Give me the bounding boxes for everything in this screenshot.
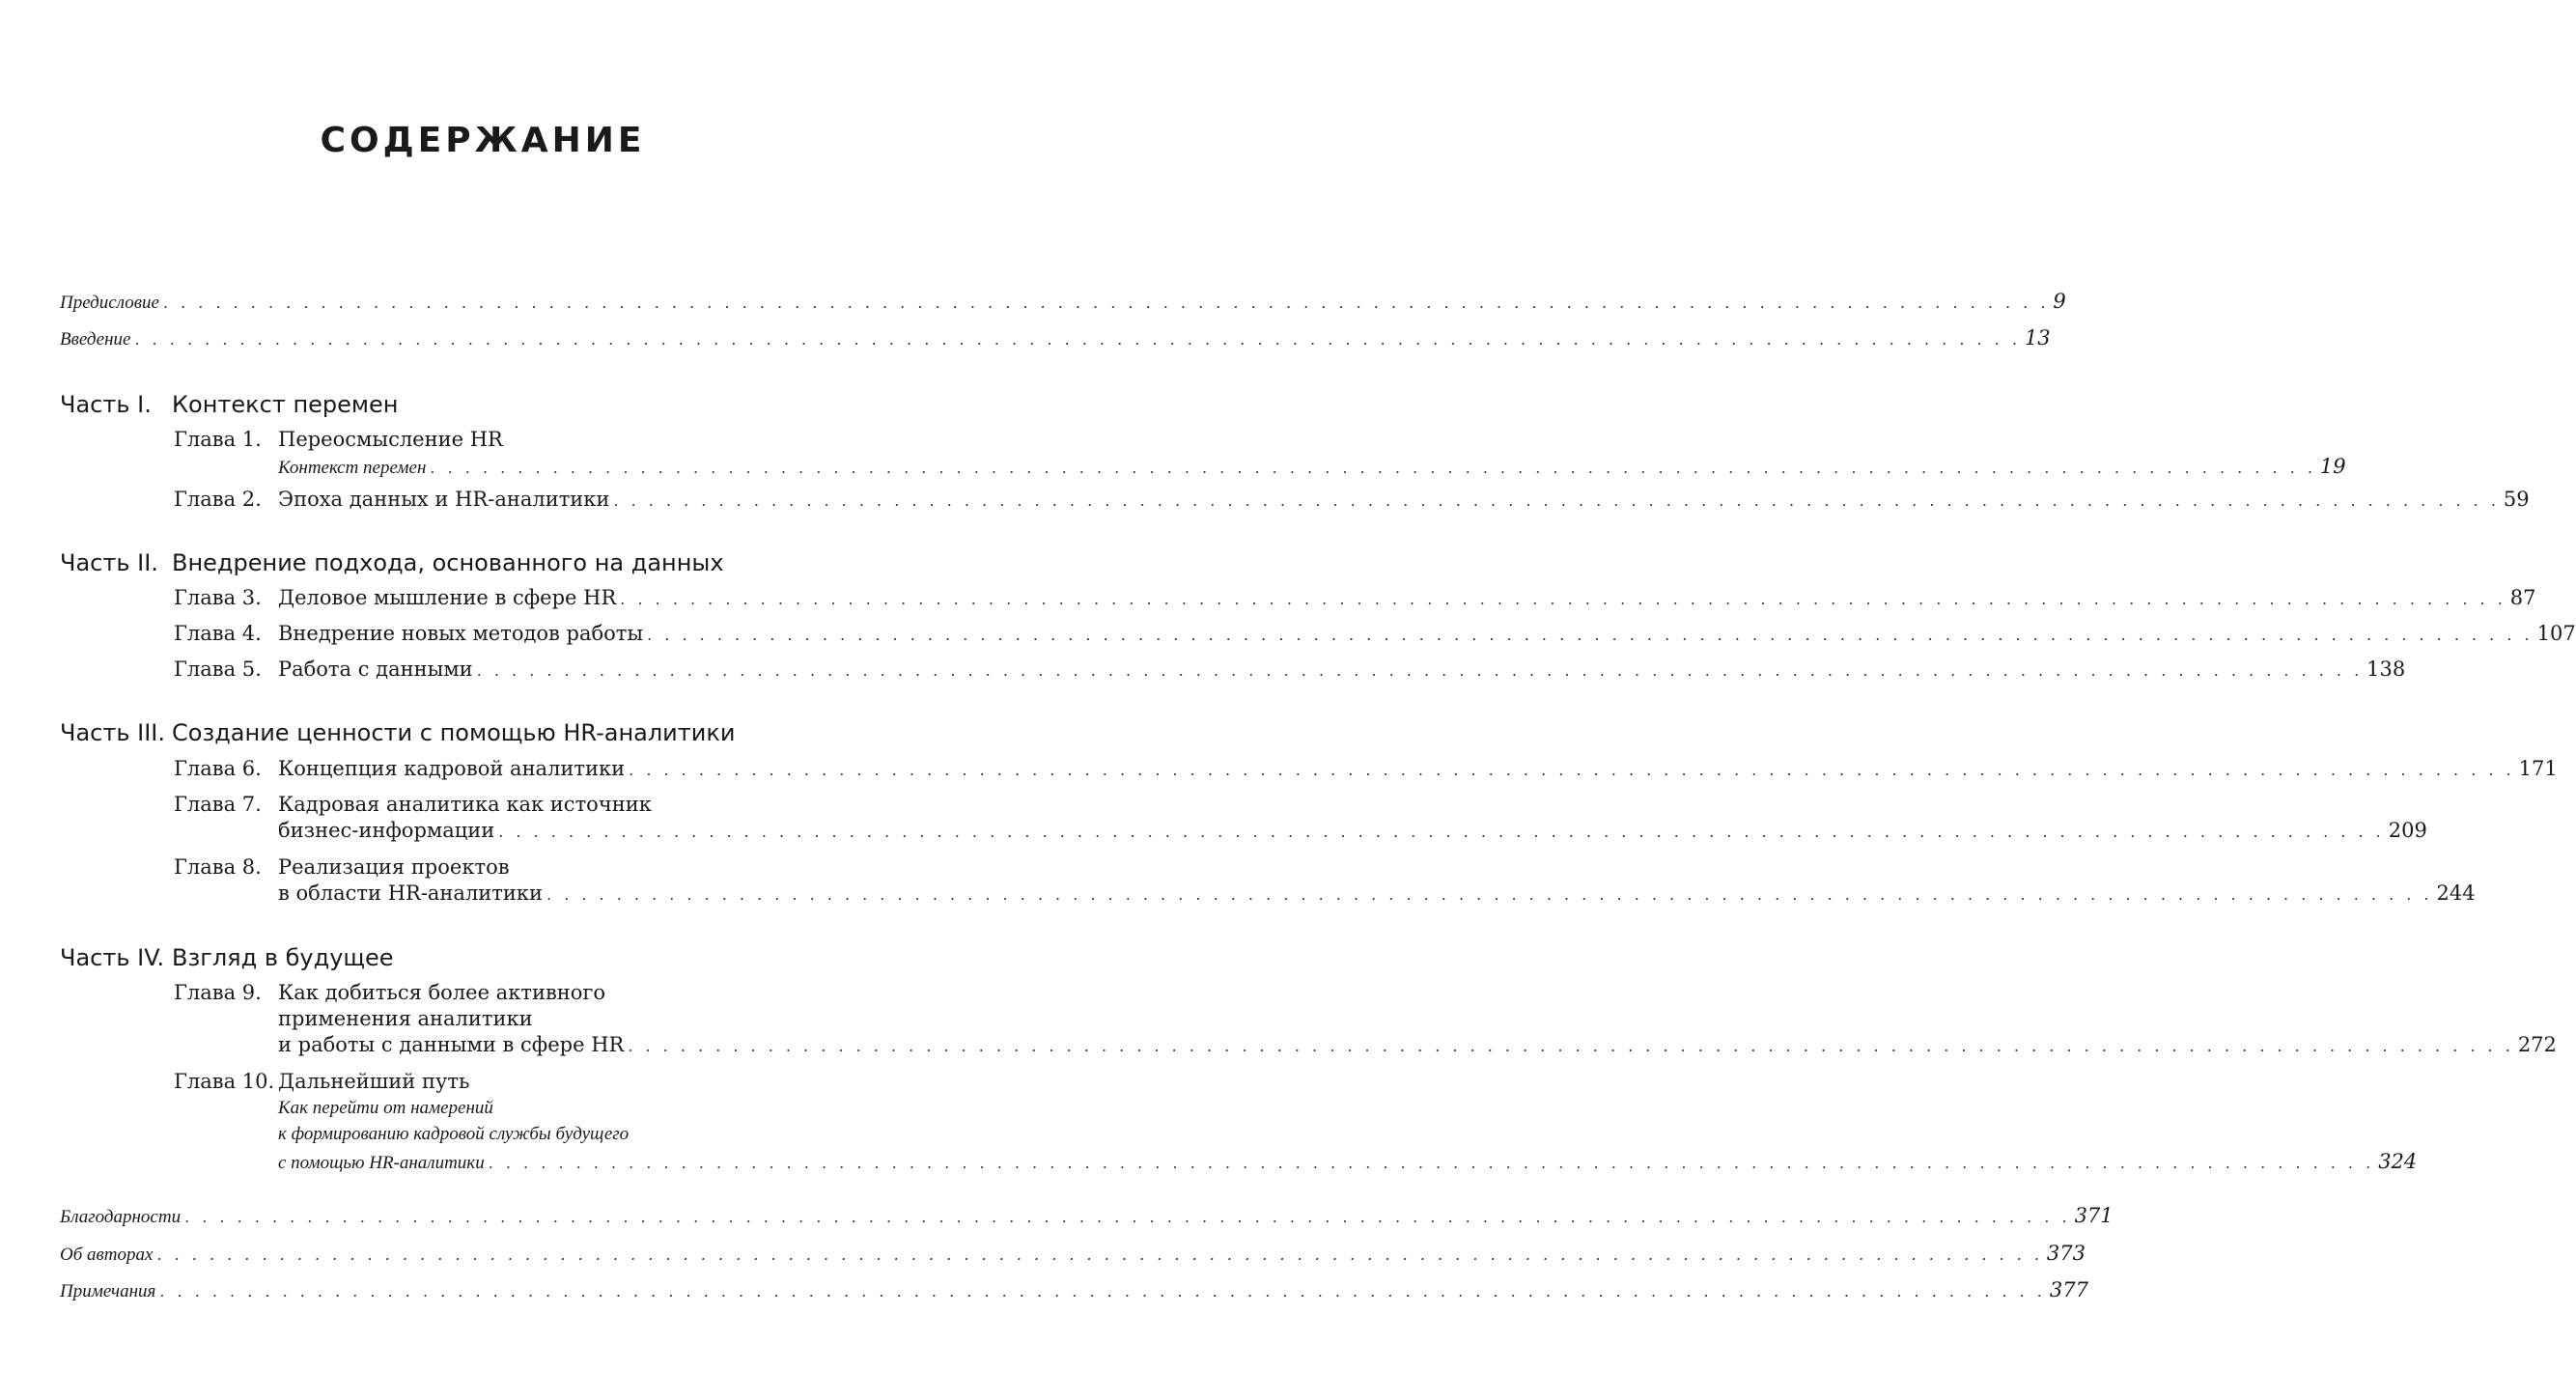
chapter-label: Глава 5.: [174, 658, 262, 681]
chapter-title: Внедрение новых методов работы: [278, 622, 644, 645]
chapter-label: Глава 10.: [174, 1070, 275, 1093]
leader-dots: . . . . . . . . . . . . . . . . . . . . . . . . . . . . . . . . . . . . . . . . . . . . . . . . . . . . . . . . . . . . . . . . . . . . . . . . . . . . . . . . . . . . . . . . . . . . . . . . . . . . . . . . . . . .: [620, 590, 2506, 608]
part-heading: [60, 719, 735, 746]
chapter-label: Глава 7.: [174, 793, 262, 816]
toc-entry-acknowledgements: [60, 1204, 2114, 1228]
page-number: 9: [2053, 290, 2066, 313]
chapter-label: Глава 1.: [174, 428, 262, 451]
chapter-title-row: [278, 586, 2536, 609]
page-number: 171: [2518, 757, 2558, 780]
page-number: 244: [2436, 881, 2476, 905]
chapter-title-row: [278, 1033, 2557, 1056]
leader-dots: . . . . . . . . . . . . . . . . . . . . . . . . . . . . . . . . . . . . . . . . . . . . . . . . . . . . . . . . . . . . . . . . . . . . . . . . . . . . . . . . . . . . . . . . . . . . . . . . . . . . . . . . . . . .: [159, 1282, 2046, 1301]
chapter-title: Кадровая аналитика как источник: [278, 793, 652, 816]
chapter-label: Глава 4.: [174, 622, 262, 645]
chapter-title: применения аналитики: [278, 1007, 533, 1030]
leader-dots: . . . . . . . . . . . . . . . . . . . . . . . . . . . . . . . . . . . . . . . . . . . . . . . . . . . . . . . . . . . . . . . . . . . . . . . . . . . . . . . . . . . . . . . . . . . . . . . . . . . . . . . . . . . .: [629, 761, 2515, 779]
part-label: Часть I.: [60, 391, 152, 418]
page-number: 377: [2049, 1278, 2088, 1301]
part-title: Создание ценности с помощью HR-аналитики: [172, 719, 736, 746]
page-title: СОДЕРЖАНИЕ: [320, 121, 646, 160]
part-heading: [60, 391, 398, 418]
part-title: Контекст перемен: [172, 391, 399, 418]
leader-dots: . . . . . . . . . . . . . . . . . . . . . . . . . . . . . . . . . . . . . . . . . . . . . . . . . . . . . . . . . . . . . . . . . . . . . . . . . . . . . . . . . . . . . . . . . . . . . . . . . . . . . . . . . . . .: [498, 823, 2385, 841]
chapter-title: в области HR-аналитики: [278, 881, 544, 905]
chapter-title-row: [278, 488, 2530, 511]
chapter-title: Реализация проектов: [278, 855, 510, 879]
page-number: 138: [2366, 658, 2406, 681]
leader-dots: . . . . . . . . . . . . . . . . . . . . . . . . . . . . . . . . . . . . . . . . . . . . . . . . . . . . . . . . . . . . . . . . . . . . . . . . . . . . . . . . . . . . . . . . . . . . . . . . . . . . . . . . . . . .: [647, 626, 2534, 644]
chapter-title-row: [278, 819, 2427, 842]
entry-label: Благодарности: [60, 1207, 182, 1227]
chapter-title: Дальнейший путь: [278, 1070, 470, 1093]
page-number: 19: [2319, 455, 2346, 478]
chapter-title-row: [278, 757, 2558, 780]
leader-dots: . . . . . . . . . . . . . . . . . . . . . . . . . . . . . . . . . . . . . . . . . . . . . . . . . . . . . . . . . . . . . . . . . . . . . . . . . . . . . . . . . . . . . . . . . . . . . . . . . . . . . . . . . . . .: [430, 459, 2316, 477]
part-title: Взгляд в будущее: [172, 944, 394, 971]
page-number: 59: [2503, 488, 2530, 511]
chapter-title-row: [278, 658, 2406, 681]
chapter-title: Как добиться более активного: [278, 981, 606, 1004]
toc-entry-about-authors: [60, 1242, 2086, 1266]
leader-dots: . . . . . . . . . . . . . . . . . . . . . . . . . . . . . . . . . . . . . . . . . . . . . . . . . . . . . . . . . . . . . . . . . . . . . . . . . . . . . . . . . . . . . . . . . . . . . . . . . . . . . . . . . . . .: [156, 1245, 2043, 1264]
page-number: 13: [2024, 326, 2051, 350]
chapter-title-row: [278, 881, 2476, 905]
leader-dots: . . . . . . . . . . . . . . . . . . . . . . . . . . . . . . . . . . . . . . . . . . . . . . . . . . . . . . . . . . . . . . . . . . . . . . . . . . . . . . . . . . . . . . . . . . . . . . . . . . . . . . . . . . . .: [628, 1037, 2514, 1055]
toc-entry-notes: [60, 1278, 2088, 1302]
leader-dots: . . . . . . . . . . . . . . . . . . . . . . . . . . . . . . . . . . . . . . . . . . . . . . . . . . . . . . . . . . . . . . . . . . . . . . . . . . . . . . . . . . . . . . . . . . . . . . . . . . . . . . . . . . . .: [613, 491, 2500, 510]
leader-dots: . . . . . . . . . . . . . . . . . . . . . . . . . . . . . . . . . . . . . . . . . . . . . . . . . . . . . . . . . . . . . . . . . . . . . . . . . . . . . . . . . . . . . . . . . . . . . . . . . . . . . . . . . . . .: [476, 661, 2364, 680]
page-number: 373: [2046, 1242, 2086, 1265]
part-label: Часть IV.: [60, 944, 165, 971]
chapter-subtitle-row: [278, 455, 2346, 479]
chapter-title: Работа с данными: [278, 658, 473, 681]
chapter-label: Глава 8.: [174, 855, 262, 879]
chapter-title: бизнес-информации: [278, 819, 495, 842]
page-number: 87: [2509, 586, 2536, 609]
page-number: 107: [2536, 622, 2576, 645]
leader-dots: . . . . . . . . . . . . . . . . . . . . . . . . . . . . . . . . . . . . . . . . . . . . . . . . . . . . . . . . . . . . . . . . . . . . . . . . . . . . . . . . . . . . . . . . . . . . . . . . . . . . . . . . . . . .: [162, 294, 2050, 312]
entry-label: Об авторах: [60, 1245, 154, 1265]
page-number: 209: [2388, 819, 2427, 842]
chapter-label: Глава 3.: [174, 586, 262, 609]
page-number: 324: [2378, 1150, 2418, 1173]
page-number: 272: [2517, 1033, 2557, 1056]
chapter-title: Эпоха данных и HR-аналитики: [278, 488, 610, 511]
toc-entry-introduction: [60, 326, 2051, 350]
chapter-title-row: [278, 622, 2576, 645]
page-number: 371: [2074, 1204, 2114, 1227]
chapter-title: Концепция кадровой аналитики: [278, 757, 626, 780]
chapter-title: Деловое мышление в сфере HR: [278, 586, 617, 609]
entry-label: Предисловие: [60, 293, 159, 313]
chapter-subtitle: Как перейти от намерений: [278, 1098, 493, 1118]
toc-entry-preface: [60, 290, 2066, 314]
part-heading: [60, 549, 724, 576]
chapter-subtitle: к формированию кадровой службы будущего: [278, 1124, 630, 1144]
chapter-subtitle: с помощью HR-аналитики: [278, 1153, 485, 1173]
part-heading: [60, 944, 394, 971]
leader-dots: . . . . . . . . . . . . . . . . . . . . . . . . . . . . . . . . . . . . . . . . . . . . . . . . . . . . . . . . . . . . . . . . . . . . . . . . . . . . . . . . . . . . . . . . . . . . . . . . . . . . . . . . . . . .: [546, 885, 2433, 904]
part-label: Часть II.: [60, 549, 158, 576]
part-title: Внедрение подхода, основанного на данных: [172, 549, 724, 576]
part-label: Часть III.: [60, 719, 165, 746]
leader-dots: . . . . . . . . . . . . . . . . . . . . . . . . . . . . . . . . . . . . . . . . . . . . . . . . . . . . . . . . . . . . . . . . . . . . . . . . . . . . . . . . . . . . . . . . . . . . . . . . . . . . . . . . . . . .: [134, 330, 2021, 349]
leader-dots: . . . . . . . . . . . . . . . . . . . . . . . . . . . . . . . . . . . . . . . . . . . . . . . . . . . . . . . . . . . . . . . . . . . . . . . . . . . . . . . . . . . . . . . . . . . . . . . . . . . . . . . . . . . .: [184, 1208, 2071, 1226]
chapter-title: Переосмысление HR: [278, 428, 503, 451]
entry-label: Примечания: [60, 1281, 156, 1301]
chapter-title: и работы с данными в сфере HR: [278, 1033, 625, 1056]
chapter-label: Глава 2.: [174, 488, 262, 511]
chapter-subtitle: Контекст перемен: [278, 458, 427, 478]
chapter-label: Глава 9.: [174, 981, 262, 1004]
chapter-subtitle-row: [278, 1150, 2418, 1174]
entry-label: Введение: [60, 329, 131, 350]
leader-dots: . . . . . . . . . . . . . . . . . . . . . . . . . . . . . . . . . . . . . . . . . . . . . . . . . . . . . . . . . . . . . . . . . . . . . . . . . . . . . . . . . . . . . . . . . . . . . . . . . . . . . . . . . . . .: [488, 1154, 2375, 1172]
chapter-label: Глава 6.: [174, 757, 262, 780]
